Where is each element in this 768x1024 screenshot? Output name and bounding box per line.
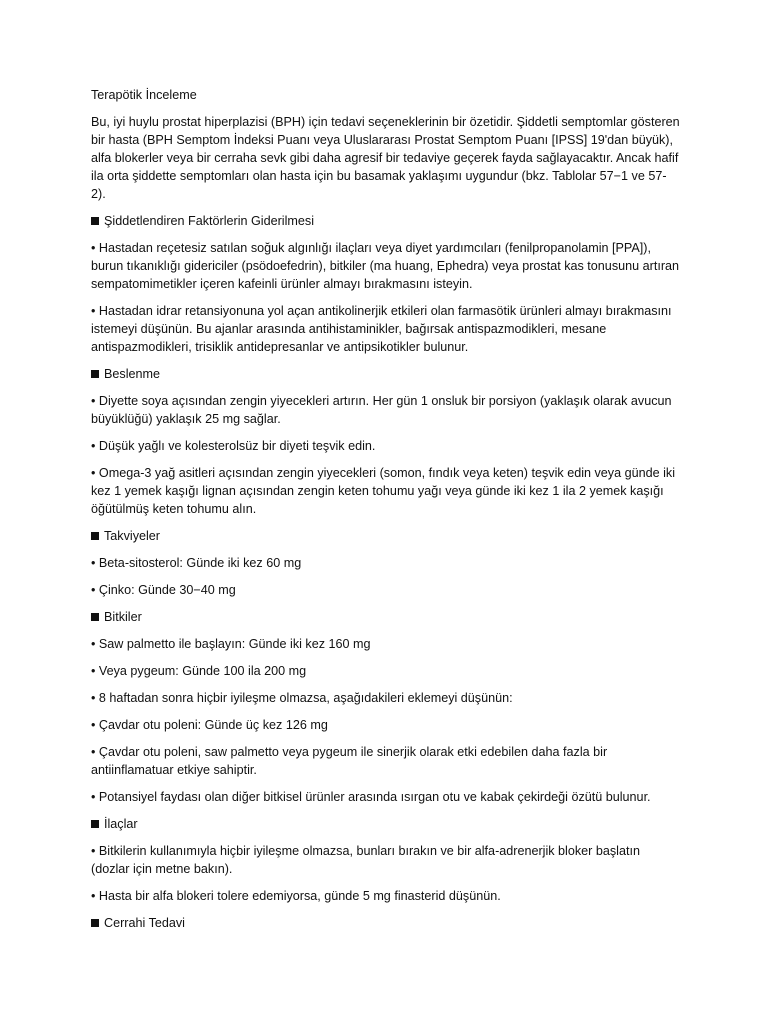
square-bullet-icon <box>91 370 99 378</box>
section-heading-medications: İlaçlar <box>91 815 681 833</box>
list-item: • Diyette soya açısından zengin yiyecekleri artırın. Her gün 1 onsluk bir porsiyon (yaklaşık olarak avucun büyüklüğü) yaklaşık 25 mg sağlar. <box>91 394 672 426</box>
list-item: • Hastadan idrar retansiyonuna yol açan antikolinerjik etkileri olan farmasötik ürünleri almayı bırakmasını istemeyi düşünün. Bu ajanlar arasında antihistaminikler, bağırsak antispazmodikleri, mesane antispazmodikleri, trisiklik antidepresanlar ve antipsikotikler bulunur. <box>91 304 672 354</box>
list-item: • Saw palmetto ile başlayın: Günde iki kez 160 mg <box>91 637 371 651</box>
list-item: • Omega-3 yağ asitleri açısından zengin yiyecekleri (somon, fındık veya keten) teşvik edin veya günde iki kez 1 yemek kaşığı lignan açısından zengin keten tohumu yağı veya günde iki kez 1 ila 2 yemek kaşığı öğütülmüş keten tohumu alın. <box>91 466 676 516</box>
list-item: • Bitkilerin kullanımıyla hiçbir iyileşme olmazsa, bunları bırakın ve bir alfa-adrenerjik bloker başlatın (dozlar için metne bakın). <box>91 844 640 876</box>
list-item: • Veya pygeum: Günde 100 ila 200 mg <box>91 664 307 678</box>
square-bullet-icon <box>91 217 99 225</box>
list-item: • 8 haftadan sonra hiçbir iyileşme olmazsa, aşağıdakileri eklemeyi düşünün: <box>91 691 513 705</box>
document-body <box>91 86 681 941</box>
section-heading-surgical-treatment: Cerrahi Tedavi <box>91 914 681 932</box>
list-item: • Hasta bir alfa blokeri tolere edemiyorsa, günde 5 mg finasterid düşünün. <box>91 889 501 903</box>
square-bullet-icon <box>91 613 99 621</box>
list-item: • Beta-sitosterol: Günde iki kez 60 mg <box>91 556 302 570</box>
square-bullet-icon <box>91 532 99 540</box>
list-item: • Düşük yağlı ve kolesterolsüz bir diyeti teşvik edin. <box>91 439 376 453</box>
document-title: Terapötik İnceleme <box>91 88 197 102</box>
list-item: • Çavdar otu poleni, saw palmetto veya pygeum ile sinerjik olarak etki edebilen daha fazla bir antiinflamatuar etkiye sahiptir. <box>91 745 608 777</box>
section-heading-supplements: Takviyeler <box>91 527 681 545</box>
list-item: • Çinko: Günde 30−40 mg <box>91 583 236 597</box>
square-bullet-icon <box>91 820 99 828</box>
section-heading-aggravating-factors: Şiddetlendiren Faktörlerin Giderilmesi <box>91 212 681 230</box>
list-item: • Potansiyel faydası olan diğer bitkisel ürünler arasında ısırgan otu ve kabak çekirdeği özütü bulunur. <box>91 790 651 804</box>
list-item: • Hastadan reçetesiz satılan soğuk algınlığı ilaçları veya diyet yardımcıları (fenilpropanolamin [PPA]), burun tıkanıklığı gidericiler (psödoefedrin), bitkiler (ma huang, Ephedra) veya prostat kas tonusunu artıran sempatomimetikler içeren kafeinli ürünler almayı bırakmasını isteyin. <box>91 241 680 291</box>
intro-paragraph: Bu, iyi huylu prostat hiperplazisi (BPH) için tedavi seçeneklerinin bir özetidir. Şiddetli semptomlar gösteren bir hasta (BPH Semptom İndeksi Puanı veya Uluslararası Prostat Semptom Puanı [IPSS] 19'dan büyük), alfa blokerler veya bir cerraha sevk gibi daha agresif bir tedaviye geçerek fayda sağlayacaktır. Ancak hafif ila orta şiddette semptomları olan hasta için bu basamak yaklaşımı uygundur (bkz. Tablolar 57−1 ve 57-2). <box>91 115 680 201</box>
list-item: • Çavdar otu poleni: Günde üç kez 126 mg <box>91 718 328 732</box>
square-bullet-icon <box>91 919 99 927</box>
section-heading-nutrition: Beslenme <box>91 365 681 383</box>
section-heading-herbs: Bitkiler <box>91 608 681 626</box>
